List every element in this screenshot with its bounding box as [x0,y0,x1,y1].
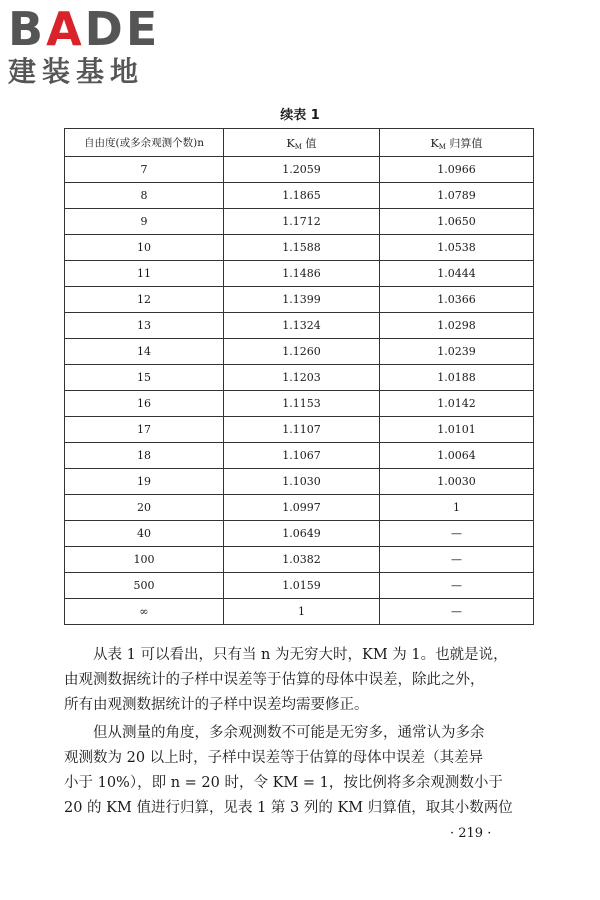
cell-km-value: 1.1712 [224,209,380,235]
cell-km-value: 1.0159 [224,573,380,599]
cell-degrees-of-freedom: 8 [65,183,224,209]
text-line: 从表 1 可以看出，只有当 n 为无穷大时，KM 为 1。也就是说， [93,647,508,663]
table-row [65,287,534,313]
km-values-table [64,128,534,625]
cell-km-reduced-value: — [380,547,534,573]
table-row [65,443,534,469]
logo-brand-text: BADE [8,2,161,56]
cell-km-value: 1.0382 [224,547,380,573]
cell-km-value: 1.0997 [224,495,380,521]
cell-km-reduced-value: 1.0298 [380,313,534,339]
cell-km-reduced-value: 1.0101 [380,417,534,443]
table-row [65,547,534,573]
cell-km-reduced-value: 1.0239 [380,339,534,365]
cell-km-value: 1.1067 [224,443,380,469]
cell-km-reduced-value: 1.0966 [380,157,534,183]
table-row [65,365,534,391]
cell-km-value: 1.1153 [224,391,380,417]
cell-km-value: 1 [224,599,380,625]
table-row [65,261,534,287]
table-header-row [65,129,534,157]
cell-km-reduced-value: 1.0650 [380,209,534,235]
table-row [65,209,534,235]
header-degrees-of-freedom: 自由度(或多余观测个数)n [65,129,224,157]
cell-degrees-of-freedom: 10 [65,235,224,261]
cell-km-value: 1.1203 [224,365,380,391]
cell-km-reduced-value: — [380,573,534,599]
paragraph-2 [64,721,534,821]
cell-km-reduced-value: 1.0538 [380,235,534,261]
cell-degrees-of-freedom: 19 [65,469,224,495]
cell-km-reduced-value: — [380,599,534,625]
text-line: 观测数为 20 以上时，子样中误差等于估算的母体中误差（其差异 [64,750,484,766]
table-row [65,573,534,599]
cell-degrees-of-freedom: 15 [65,365,224,391]
cell-km-reduced-value: — [380,521,534,547]
cell-km-value: 1.1486 [224,261,380,287]
table-row [65,417,534,443]
text-line: 20 的 KM 值进行归算，见表 1 第 3 列的 KM 归算值，取其小数两位 [64,800,513,816]
page-number: · 219 · [450,826,492,841]
cell-km-reduced-value: 1 [380,495,534,521]
cell-degrees-of-freedom: 20 [65,495,224,521]
cell-km-reduced-value: 1.0188 [380,365,534,391]
logo-chinese-text: 建装基地 [8,55,145,88]
cell-km-value: 1.2059 [224,157,380,183]
table-row [65,235,534,261]
text-line: 由观测数据统计的子样中误差等于估算的母体中误差，除此之外， [64,672,485,688]
cell-km-value: 1.1107 [224,417,380,443]
cell-km-value: 1.1399 [224,287,380,313]
header-km-value: $K_M$ 值 [224,129,380,157]
paragraph-1 [64,643,534,718]
cell-km-value: 1.0649 [224,521,380,547]
cell-degrees-of-freedom: 16 [65,391,224,417]
cell-km-value: 1.1030 [224,469,380,495]
table-row [65,391,534,417]
cell-degrees-of-freedom: ∞ [65,599,224,625]
cell-km-value: 1.1260 [224,339,380,365]
table-row [65,339,534,365]
cell-km-value: 1.1324 [224,313,380,339]
header-km-reduced-value: $K_M$ 归算值 [380,129,534,157]
cell-km-reduced-value: 1.0789 [380,183,534,209]
cell-km-value: 1.1865 [224,183,380,209]
text-line: 小于 10%），即 n = 20 时，令 KM = 1，按比例将多余观测数小于 [64,775,503,791]
table-title: 续表 1 [280,108,320,123]
text-line: 但从测量的角度，多余观测数不可能是无穷多，通常认为多余 [93,725,485,741]
cell-km-value: 1.1588 [224,235,380,261]
cell-degrees-of-freedom: 17 [65,417,224,443]
table-row [65,157,534,183]
table-row [65,599,534,625]
cell-km-reduced-value: 1.0064 [380,443,534,469]
bade-logo [8,2,178,88]
cell-degrees-of-freedom: 40 [65,521,224,547]
table-row [65,469,534,495]
table-row [65,313,534,339]
cell-degrees-of-freedom: 500 [65,573,224,599]
table-row [65,495,534,521]
cell-degrees-of-freedom: 12 [65,287,224,313]
cell-km-reduced-value: 1.0142 [380,391,534,417]
cell-degrees-of-freedom: 100 [65,547,224,573]
cell-degrees-of-freedom: 14 [65,339,224,365]
cell-degrees-of-freedom: 13 [65,313,224,339]
cell-degrees-of-freedom: 9 [65,209,224,235]
cell-km-reduced-value: 1.0366 [380,287,534,313]
text-line: 所有由观测数据统计的子样中误差均需要修正。 [64,697,369,713]
cell-degrees-of-freedom: 11 [65,261,224,287]
table-row [65,183,534,209]
cell-degrees-of-freedom: 18 [65,443,224,469]
cell-degrees-of-freedom: 7 [65,157,224,183]
table-row [65,521,534,547]
cell-km-reduced-value: 1.0030 [380,469,534,495]
cell-km-reduced-value: 1.0444 [380,261,534,287]
